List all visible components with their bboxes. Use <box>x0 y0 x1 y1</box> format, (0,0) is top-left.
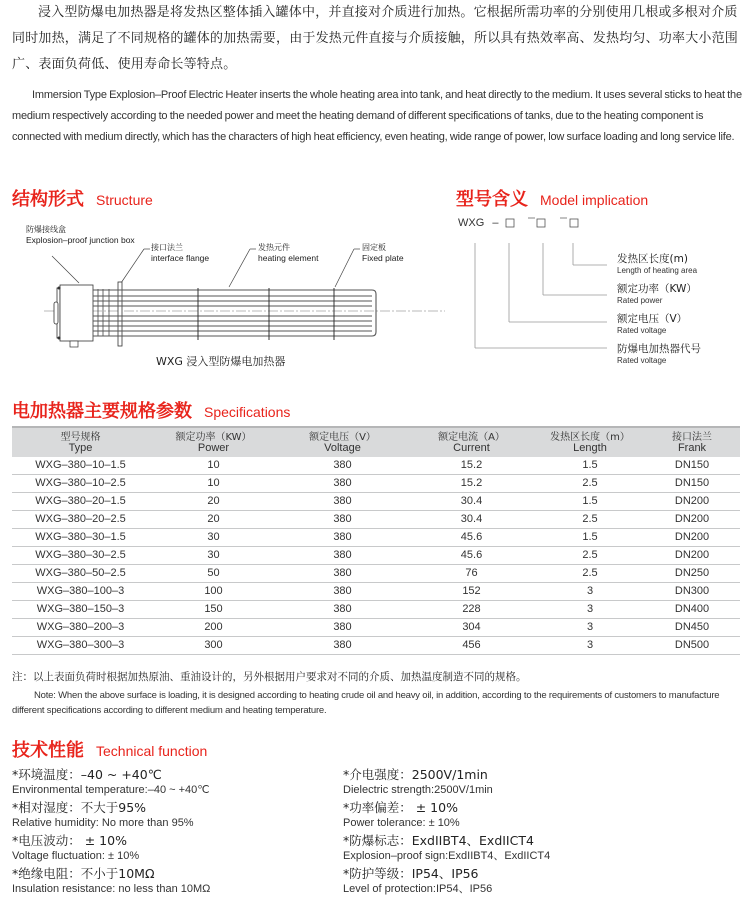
cell-frank: DN400 <box>644 601 740 619</box>
specifications-table <box>12 426 740 655</box>
model-item-code <box>617 343 701 367</box>
cell-voltage: 380 <box>278 565 407 583</box>
tech-voltage-fluctuation-en: Voltage fluctuation: ± 10% <box>12 850 140 862</box>
cell-frank: DN150 <box>644 457 740 475</box>
model-title-en: Model implication <box>540 192 649 208</box>
cell-frank: DN450 <box>644 619 740 637</box>
cell-current: 228 <box>407 601 536 619</box>
cell-power: 10 <box>149 457 278 475</box>
table-row <box>12 475 740 493</box>
header-power-en: Power <box>197 442 230 454</box>
cell-frank: DN200 <box>644 529 740 547</box>
structure-title-en: Structure <box>96 192 153 208</box>
header-type <box>12 427 149 457</box>
tech-item-voltage-fluctuation <box>12 833 332 863</box>
tech-explosion-sign-cn: *防爆标志：ExdIIBT4、ExdIICT4 <box>343 833 534 848</box>
table-row <box>12 457 740 475</box>
cell-current: 15.2 <box>407 475 536 493</box>
cell-voltage: 380 <box>278 619 407 637</box>
label-heating-cn: 发热元件 <box>258 243 290 252</box>
cell-length: 3 <box>536 583 644 601</box>
cell-type: WXG–380–100–3 <box>12 583 149 601</box>
model-item-code-cn: 防爆电加热器代号 <box>617 343 701 355</box>
cell-power: 150 <box>149 601 278 619</box>
model-box-3 <box>570 219 578 227</box>
cell-type: WXG–380–50–2.5 <box>12 565 149 583</box>
model-box-2 <box>537 219 545 227</box>
header-frank-cn: 接口法兰 <box>672 432 712 443</box>
table-row <box>12 601 740 619</box>
technical-title-en: Technical function <box>96 743 208 759</box>
specs-title <box>12 397 290 423</box>
header-type-cn: 型号规格 <box>60 432 101 443</box>
model-item-power-en: Rated power <box>617 296 663 305</box>
cell-length: 2.5 <box>536 565 644 583</box>
cell-length: 3 <box>536 601 644 619</box>
tech-humidity-en: Relative humidity: No more than 95% <box>12 817 194 829</box>
label-heating-en: heating element <box>258 253 319 263</box>
cell-length: 2.5 <box>536 475 644 493</box>
model-item-power <box>617 283 697 307</box>
cell-voltage: 380 <box>278 511 407 529</box>
cell-voltage: 380 <box>278 547 407 565</box>
cell-current: 304 <box>407 619 536 637</box>
table-row <box>12 583 740 601</box>
cell-power: 30 <box>149 529 278 547</box>
tech-humidity-cn: *相对湿度：不大于95% <box>12 800 147 815</box>
cell-type: WXG–380–300–3 <box>12 637 149 655</box>
technical-title-cn: 技术性能 <box>12 740 84 761</box>
cell-voltage: 380 <box>278 457 407 475</box>
tech-temperature-cn: *环境温度：–40 ~ +40℃ <box>12 767 162 782</box>
cell-power: 20 <box>149 511 278 529</box>
header-voltage-en: Voltage <box>324 442 361 454</box>
cell-length: 1.5 <box>536 529 644 547</box>
header-current <box>407 427 536 457</box>
model-item-length <box>617 253 697 277</box>
tech-item-power-tolerance <box>343 800 663 830</box>
tech-item-protection <box>343 866 663 896</box>
table-row <box>12 565 740 583</box>
header-power-cn: 额定功率（KW） <box>175 432 252 443</box>
table-row <box>12 511 740 529</box>
tech-temperature-en: Environmental temperature:–40 ~ +40℃ <box>12 784 210 796</box>
cell-length: 2.5 <box>536 511 644 529</box>
header-length <box>536 427 644 457</box>
model-bracket-diagram <box>440 210 620 360</box>
table-header-row <box>12 427 740 457</box>
header-frank-en: Frank <box>677 442 707 454</box>
cell-type: WXG–380–20–2.5 <box>12 511 149 529</box>
cell-voltage: 380 <box>278 637 407 655</box>
tech-item-insulation <box>12 866 332 896</box>
structure-title <box>12 185 153 211</box>
model-item-code-en: Rated voltage <box>617 356 667 365</box>
tech-protection-cn: *防护等级：IP54、IP56 <box>343 866 479 881</box>
cell-type: WXG–380–200–3 <box>12 619 149 637</box>
tech-insulation-cn: *绝缘电阻：不小于10MΩ <box>12 866 155 881</box>
cell-current: 456 <box>407 637 536 655</box>
cell-frank: DN150 <box>644 475 740 493</box>
cell-length: 1.5 <box>536 493 644 511</box>
tech-explosion-sign-en: Explosion–proof sign:ExdIIBT4、ExdIICT4 <box>343 850 551 862</box>
intro-paragraph-cn: 浸入型防爆电加热器是将发热区整体插入罐体中，并直接对介质进行加热。它根据所需功率的分别使用几根或多根对介质同时加热，满足了不同规格的罐体的加热需要，由于发热元件直接与介质接触，所以具有热效率高、发热均匀、功率大小范围广、表面负荷低、使用寿命长等特点。 <box>12 5 739 72</box>
cell-length: 2.5 <box>536 547 644 565</box>
tech-item-dielectric <box>343 767 663 797</box>
header-current-en: Current <box>453 442 490 454</box>
tech-power-tolerance-cn: *功率偏差： ± 10% <box>343 800 458 815</box>
cell-current: 15.2 <box>407 457 536 475</box>
cell-current: 30.4 <box>407 511 536 529</box>
label-junction-box-cn: 防爆接线盒 <box>26 225 66 234</box>
cell-power: 200 <box>149 619 278 637</box>
header-power <box>149 427 278 457</box>
label-junction-box-en: Explosion–proof junction box <box>26 235 135 245</box>
cell-power: 30 <box>149 547 278 565</box>
specs-note-cn: 注：以上表面负荷时根据加热原油、重油设计的，另外根据用户要求对不同的介质、加热温度制造不同的规格。 <box>12 671 527 683</box>
tech-insulation-en: Insulation resistance: no less than 10MΩ <box>12 883 211 895</box>
cell-voltage: 380 <box>278 493 407 511</box>
cell-current: 152 <box>407 583 536 601</box>
cell-frank: DN200 <box>644 493 740 511</box>
model-code-prefix: WXG <box>458 217 485 229</box>
cell-type: WXG–380–30–1.5 <box>12 529 149 547</box>
cell-power: 300 <box>149 637 278 655</box>
table-row <box>12 619 740 637</box>
header-voltage-cn: 额定电压（V） <box>309 432 376 443</box>
tech-power-tolerance-en: Power tolerance: ± 10% <box>343 817 460 829</box>
table-row <box>12 637 740 655</box>
cell-length: 3 <box>536 637 644 655</box>
label-fixed-cn: 固定板 <box>362 243 386 252</box>
cell-current: 45.6 <box>407 547 536 565</box>
header-frank <box>644 427 740 457</box>
tech-item-temperature <box>12 767 332 797</box>
cell-frank: DN200 <box>644 547 740 565</box>
model-title-cn: 型号含义 <box>456 189 528 210</box>
cell-type: WXG–380–10–1.5 <box>12 457 149 475</box>
cell-type: WXG–380–10–2.5 <box>12 475 149 493</box>
cell-voltage: 380 <box>278 475 407 493</box>
tech-voltage-fluctuation-cn: *电压波动： ± 10% <box>12 833 127 848</box>
structure-title-cn: 结构形式 <box>12 189 84 210</box>
label-flange-cn: 接口法兰 <box>151 243 183 252</box>
model-item-voltage <box>617 313 687 337</box>
cell-power: 50 <box>149 565 278 583</box>
specs-title-cn: 电加热器主要规格参数 <box>12 401 192 422</box>
model-code-dash: – <box>492 217 499 229</box>
tech-protection-en: Level of protection:IP54、IP56 <box>343 883 493 895</box>
cell-frank: DN300 <box>644 583 740 601</box>
specs-note-en: Note: When the above surface is loading, it is designed according to heating crude oil and heavy oil, in addition, according to the requirements of customers to manufacture different specifications according to different medium and heating temperature. <box>12 690 720 716</box>
cell-power: 20 <box>149 493 278 511</box>
tech-dielectric-cn: *介电强度：2500V/1min <box>343 767 488 782</box>
header-length-en: Length <box>573 442 607 454</box>
header-length-cn: 发热区长度（m） <box>550 432 630 443</box>
cell-frank: DN500 <box>644 637 740 655</box>
table-row <box>12 529 740 547</box>
model-item-voltage-en: Rated voltage <box>617 326 667 335</box>
cell-voltage: 380 <box>278 583 407 601</box>
cell-power: 100 <box>149 583 278 601</box>
heater-structure-diagram <box>0 240 450 350</box>
cell-voltage: 380 <box>278 529 407 547</box>
header-type-en: Type <box>68 442 93 454</box>
header-voltage <box>278 427 407 457</box>
cell-type: WXG–380–30–2.5 <box>12 547 149 565</box>
cell-type: WXG–380–20–1.5 <box>12 493 149 511</box>
label-fixed-en: Fixed plate <box>362 253 404 263</box>
table-body <box>12 457 740 655</box>
technical-title <box>12 736 207 762</box>
cell-current: 30.4 <box>407 493 536 511</box>
model-item-power-cn: 额定功率（KW） <box>617 283 697 295</box>
cell-length: 1.5 <box>536 457 644 475</box>
tech-item-explosion-sign <box>343 833 663 863</box>
cell-power: 10 <box>149 475 278 493</box>
tech-dielectric-en: Dielectric strength:2500V/1min <box>343 784 493 796</box>
cell-voltage: 380 <box>278 601 407 619</box>
model-title <box>456 185 648 211</box>
model-box-1 <box>506 219 514 227</box>
cell-frank: DN200 <box>644 511 740 529</box>
intro-paragraph-en: Immersion Type Explosion–Proof Electric Heater inserts the whole heating area into tank, and heat directly to the medium. It uses several sticks to heat the medium respectively according to the needed power and meet the heating demand of different specifications of tanks, due to the heating component is connected with medium directly, which has the characters of high heat efficiency, even heating, wide range of power, low surface loading and long service life. <box>12 89 742 143</box>
cell-current: 45.6 <box>407 529 536 547</box>
cell-length: 3 <box>536 619 644 637</box>
table-row <box>12 547 740 565</box>
label-flange-en: interface flange <box>151 253 210 263</box>
header-current-cn: 额定电流（A） <box>438 432 505 443</box>
diagram-caption: WXG 浸入型防爆电加热器 <box>156 355 286 368</box>
cell-type: WXG–380–150–3 <box>12 601 149 619</box>
model-item-voltage-cn: 额定电压（V） <box>617 313 688 325</box>
tech-item-humidity <box>12 800 332 830</box>
table-row <box>12 493 740 511</box>
specs-title-en: Specifications <box>204 404 291 420</box>
model-item-length-cn: 发热区长度(m) <box>617 253 688 265</box>
cell-frank: DN250 <box>644 565 740 583</box>
model-item-length-en: Length of heating area <box>617 266 698 275</box>
cell-current: 76 <box>407 565 536 583</box>
